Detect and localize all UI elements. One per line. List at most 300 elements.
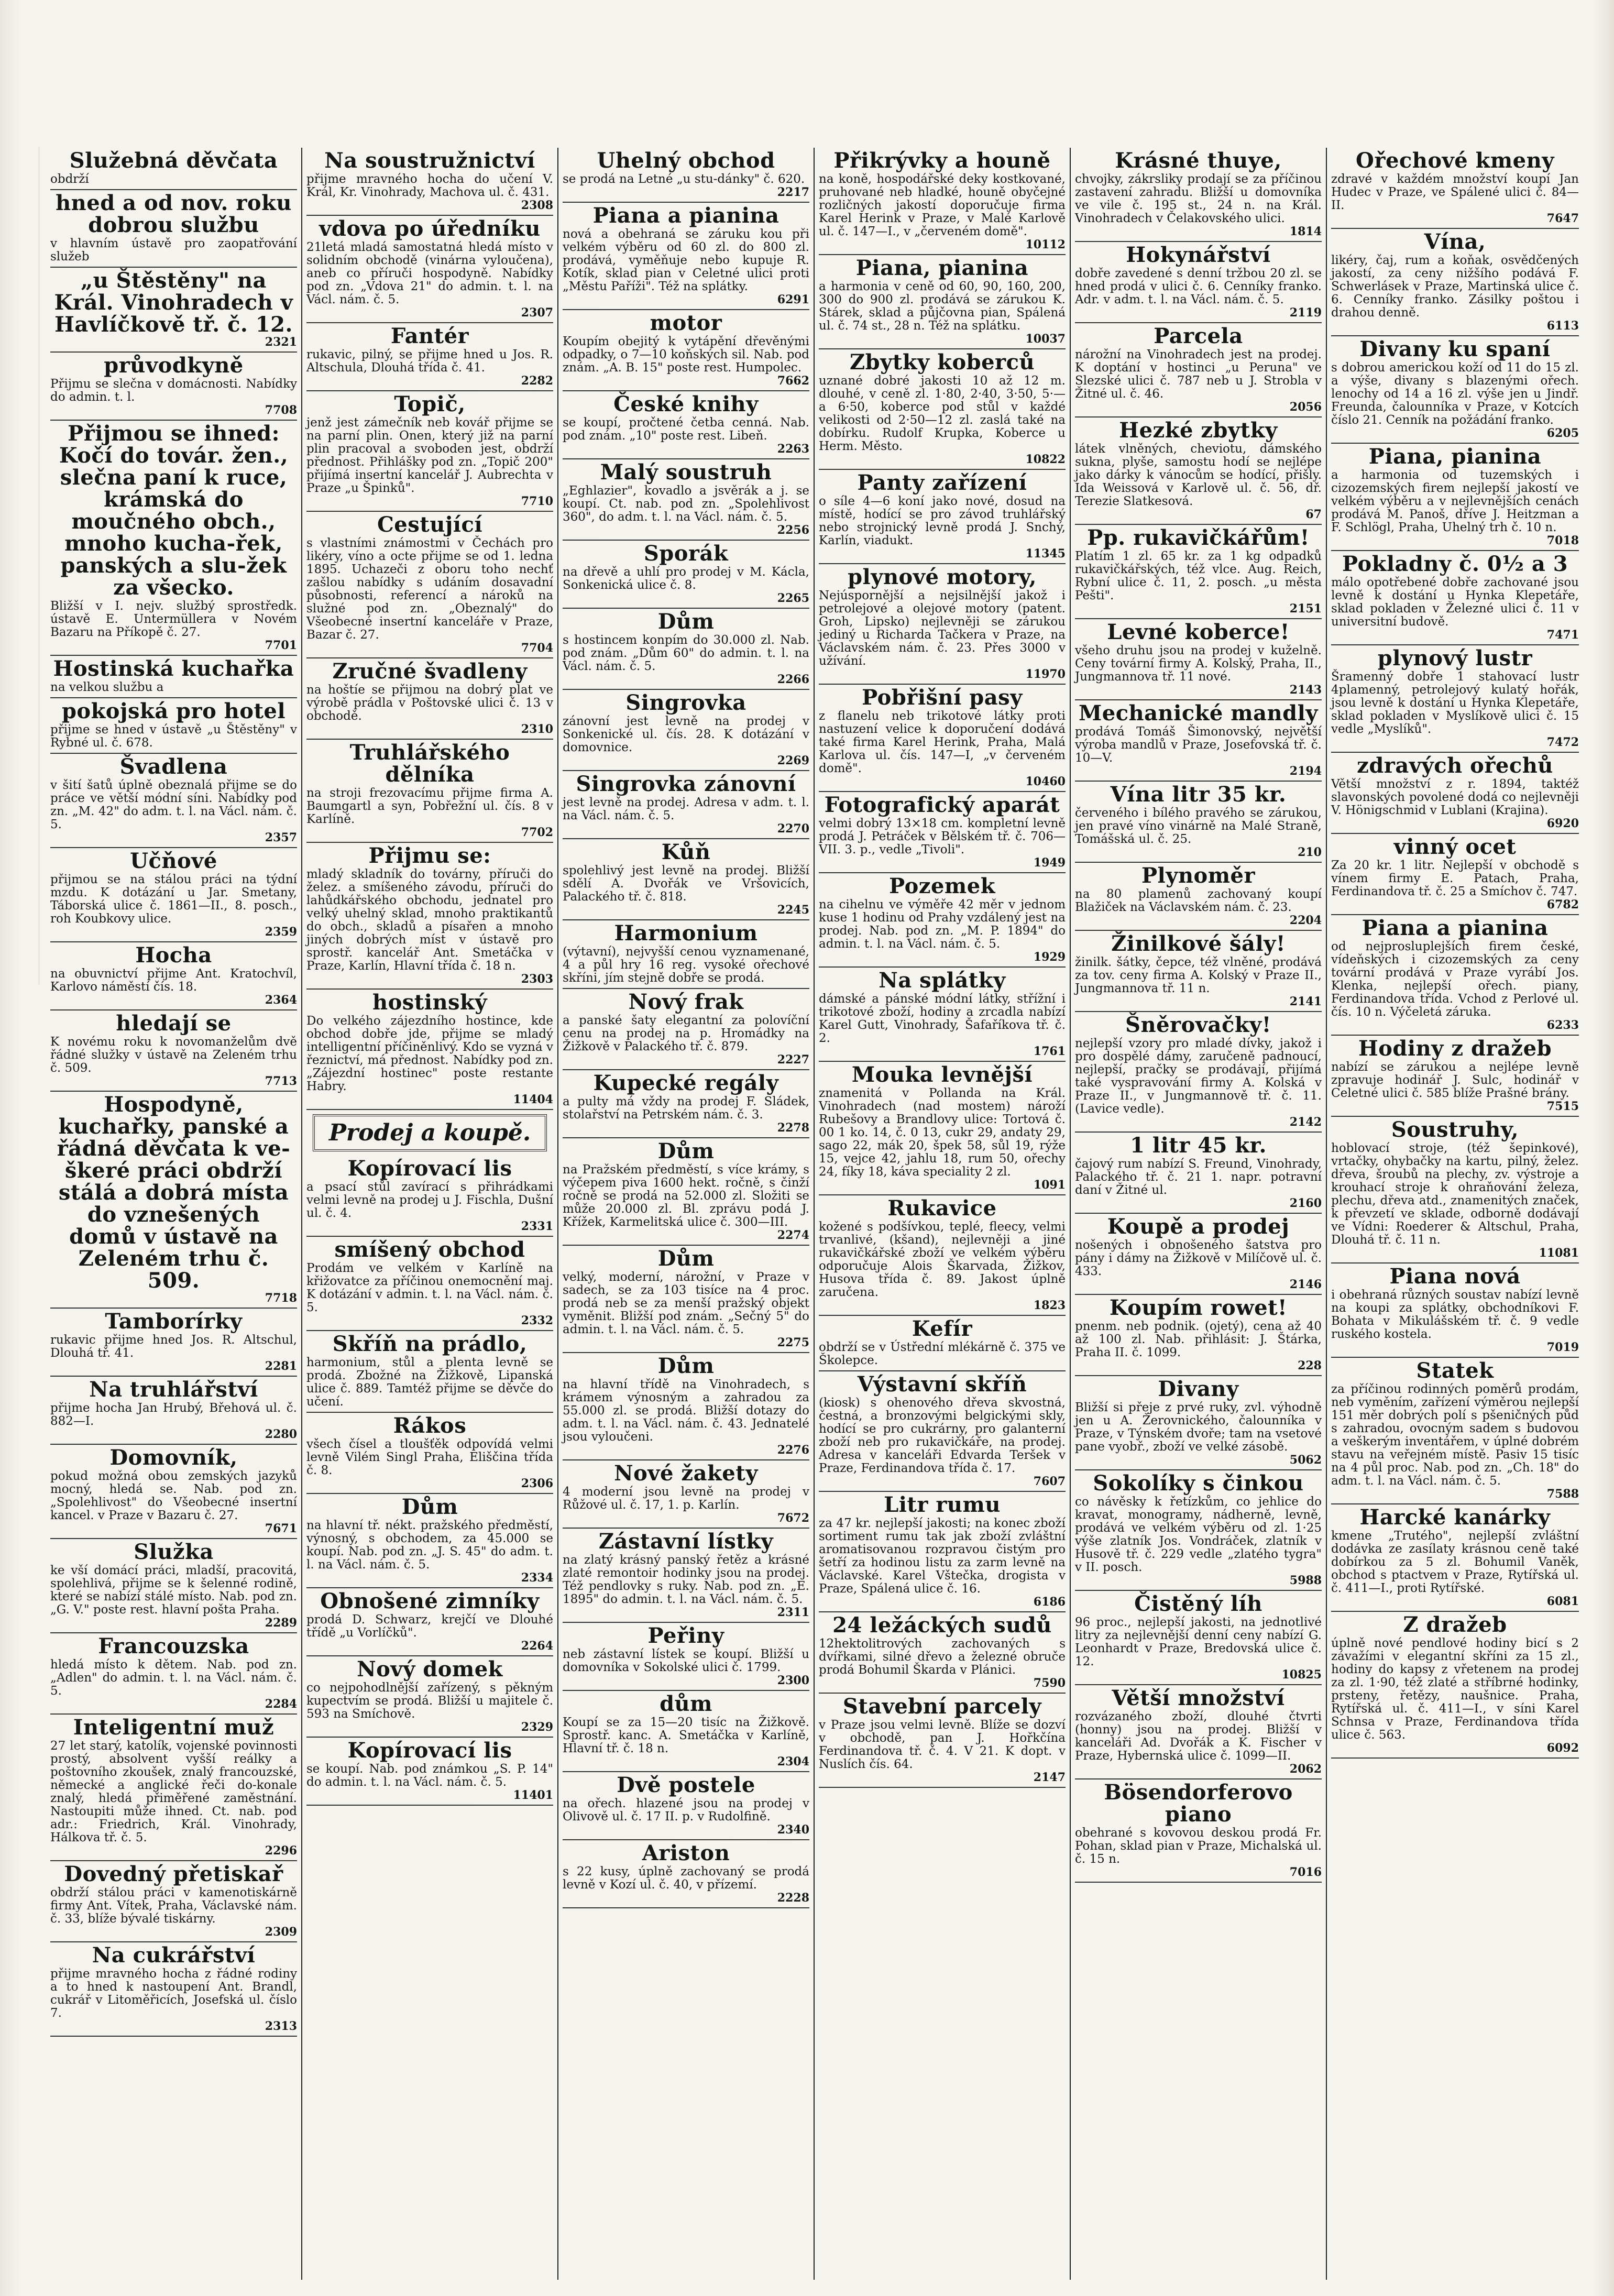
classified-ad	[306, 323, 553, 391]
ad-number: 7671	[265, 1522, 297, 1535]
ad-number: 2062	[1289, 1762, 1322, 1776]
ad-text: zdravé v každém množství koupí Jan Hudec v Praze, ve Spálené ulici č. 84—II.	[1331, 172, 1579, 212]
ad-heading: Obnošené zimníky	[320, 1589, 540, 1613]
ad-heading: Koupě a prodej	[1107, 1214, 1290, 1239]
ad-number: 10460	[1025, 775, 1066, 788]
ad-text: rozvázaného zboží, dlouhé čtvrti (honny) jsou na prodej. Bližší v kanceláři Ad. Dvořák a K. Fischer v Praze, Hybernská ulice č. 1099—II.	[1075, 1710, 1322, 1763]
ad-text: za 47 kr. nejlepší jakosti; na konec zboží sortiment rumu tak jak zboží zvláštní aromatisovanou rozpravou čistým pro šetří za hodinou listu za zarm levně na Václavské. Karel Vštečka, drogista v Praze, Spálená ulice č. 16.	[819, 1517, 1066, 1596]
classified-ad	[50, 190, 297, 268]
ad-text: Za 20 kr. 1 litr. Nejlepší v obchodě s vínem firmy E. Patach, Praha, Ferdinandova tř. č. 25 a Smíchov č. 747.	[1331, 859, 1579, 898]
ad-text: a harmonia od tuzemských i cizozemských firem nejlepší jakostí ve velkém výběru a v nejlevnějších cenách prodává M. Panoš, dříve J. Heitzman a F. Schlögl, Praha, Uhelný trh č. 10 n.	[1331, 468, 1579, 534]
ad-number: 2281	[265, 1359, 297, 1373]
ad-heading: Statek	[1416, 1358, 1494, 1383]
ad-number: 2056	[1289, 400, 1322, 414]
ad-heading: Pobřišní pasy	[862, 685, 1023, 710]
classified-ad	[1075, 418, 1322, 525]
classified-ad	[563, 1353, 809, 1460]
ad-heading: Francouzska	[98, 1634, 249, 1658]
classified-ad	[1075, 1685, 1322, 1779]
ad-heading: Hodiny z dražeb	[1358, 1036, 1552, 1061]
classified-ad	[1075, 148, 1322, 242]
ad-text: co nejpohodlnější zařízený, s pěkným kupectvím se prodá. Bližší u majitele č. 593 na Smíchově.	[306, 1681, 553, 1721]
ad-heading: Přijmu se:	[368, 843, 491, 868]
ad-heading: Piana, pianina	[1368, 444, 1542, 469]
classified-ad	[563, 459, 809, 541]
ad-number: 1091	[1033, 1178, 1066, 1192]
ad-text: všeho druhu jsou na prodej v kuželně. Ceny tovární firmy A. Kolský, Praha, II., Jungmannova tř. 11 nové.	[1075, 644, 1322, 684]
ad-heading: Harmonium	[614, 921, 758, 946]
ad-number: 6291	[777, 293, 809, 306]
classified-ad	[819, 255, 1066, 349]
ad-number: 1761	[1033, 1045, 1066, 1058]
ad-heading: Fantér	[390, 324, 469, 348]
classified-ad	[819, 968, 1066, 1062]
ad-text: Koupí se za 15—20 tisíc na Žižkově. Sprostř. kanc. A. Smetáčka v Karlíně, Hlavní tř. č. 18 n.	[563, 1716, 809, 1755]
ad-heading: zdravých ořechů	[1357, 753, 1553, 778]
ad-number: 2296	[265, 1844, 297, 1858]
classified-ad	[1331, 1036, 1579, 1117]
ad-number: 2313	[265, 2019, 297, 2033]
ad-number: 7702	[521, 826, 553, 839]
ad-heading: Kefír	[912, 1316, 973, 1341]
ad-heading: Mouka levnější	[851, 1062, 1033, 1087]
column-6	[1327, 148, 1583, 2280]
ad-text: na dřevě a uhlí pro prodej v M. Kácla, Sonkenická ulice č. 8.	[563, 565, 809, 592]
ad-heading: Učňové	[130, 849, 217, 873]
ad-heading: Divany ku spaní	[1359, 337, 1551, 361]
ad-text: obdrží	[50, 172, 89, 186]
ad-heading: Hokynářství	[1126, 243, 1271, 267]
ad-number: 2160	[1289, 1196, 1322, 1210]
ad-text: se prodá na Letné „u stu-dánky" č. 620.	[563, 172, 805, 186]
ad-number: 7708	[265, 403, 297, 417]
ad-heading: Harcké kanárky	[1359, 1505, 1551, 1530]
classified-ad	[1331, 1117, 1579, 1264]
ad-number: 2308	[521, 199, 553, 212]
ad-heading: Žinilkové šály!	[1111, 931, 1286, 956]
ad-number: 2300	[777, 1674, 809, 1687]
ad-text: kožené s podšívkou, teplé, fleecy, velmi trvanlivé, (kšand), nejlevněji a jiné rukavičkářské zboží ve velkém výběru odporučuje Alois Škarvada, Žižkov, Husova třída č. 89. Jakost úplně zaručena.	[819, 1220, 1066, 1299]
ad-text: Přijmu se slečna v domácnosti. Nabídky do admin. t. l.	[50, 377, 297, 404]
ad-number: 7704	[521, 641, 553, 655]
ad-text: (výtavní), nejvyšší cenou vyznamenané, 4 a půl hry 16 reg. vysoké ořechové skříni, jím stejně dobře se prodá.	[563, 945, 809, 985]
classified-ad	[1331, 551, 1579, 645]
ad-number: 1814	[1289, 225, 1322, 238]
ad-text: pokud možná obou zemských jazyků mocný, hledá se. Nab. pod zn. „Spolehlivost" do Všeobecné insertní kancel. v Praze v Bazaru č. 27.	[50, 1469, 297, 1522]
ad-number: 2142	[1289, 1115, 1322, 1129]
classified-ad	[50, 421, 297, 656]
ad-heading: Sokolíky s činkou	[1093, 1471, 1304, 1496]
ad-heading: Litr rumu	[884, 1492, 1001, 1517]
ad-text: na ořech. hlazené jsou na prodej v Olivově ul. č. 17 II. p. v Rudolfině.	[563, 1797, 809, 1823]
ad-heading: Piana nová	[1389, 1264, 1521, 1289]
ad-heading: Sporák	[643, 541, 729, 566]
ad-text: co návěsky k řetízkům, co jehlice do kravat, monogramy, nádherně, levně, prodává ve velkém výběru od zl. 1·25 výše zlatník Jos. Vondráček, zlatník v Husově tř. č. 229 vedle „zlatého tygra" v II. posch.	[1075, 1495, 1322, 1574]
ad-text: rukavic přijme hned Jos. R. Altschul, Dlouhá tř. 41.	[50, 1333, 297, 1360]
classified-ad	[1075, 1376, 1322, 1470]
ad-text: Do velkého zájezdního hostince, kde obchod dobře jde, přijme se mladý intelligentní příčiněnlivý. Kdo se vyzná v řeznictví, má přednost. Nabídky pod zn. „Zájezdní hostinec" poste restante Habry.	[306, 1014, 553, 1093]
classified-ad	[1331, 444, 1579, 551]
ad-heading: Skříň na prádlo,	[332, 1332, 528, 1356]
ad-heading: Vína litr 35 kr.	[1110, 782, 1287, 807]
ad-heading: Piana, pianina	[855, 256, 1029, 280]
left-margin	[2, 147, 39, 985]
ad-heading: Uhelný obchod	[597, 148, 775, 173]
ad-heading: Stavební parcely	[842, 1694, 1042, 1719]
classified-ad	[563, 1070, 809, 1138]
ad-text: chvojky, zákrsliky prodají se za příčinou zastavení zahradu. Bližší u domovníka ve vile č. 195 st., 24 n. na Král. Vinohradech v Čelakovského ulici.	[1075, 172, 1322, 225]
ad-text: nejlepší vzory pro mladé dívky, jakož i pro dospělé dámy, zaručeně padnoucí, nejlepší, pračky se prodávají, přijímá také vyspravování firmy A. Kolská v Praze II., v Jungmannově tř. č. 11. (Lavice vedle).	[1075, 1037, 1322, 1116]
ad-text: Bližší si přeje z prvé ruky, zvl. výhodně jen u A. Žerovnického, čalounníka v Praze, v Týnském dvoře; tam na vsetové pane vyobř., zboží ve velké zásobě.	[1075, 1401, 1322, 1454]
ad-heading: Dům	[657, 1246, 715, 1271]
classified-ad	[1075, 619, 1322, 700]
classified-ad	[1331, 1358, 1579, 1504]
ad-text: prodá D. Schwarz, krejčí ve Dlouhé třídě „u Vorlíčků".	[306, 1613, 553, 1640]
classified-ad	[306, 1237, 553, 1331]
classified-ad	[306, 740, 553, 843]
ad-number: 2217	[777, 185, 809, 199]
ad-number: 2289	[265, 1616, 297, 1630]
classified-ad	[306, 843, 553, 990]
ad-number: 7607	[1033, 1475, 1066, 1488]
ad-number: 5988	[1289, 1574, 1322, 1587]
ad-text: přijmou se na stálou práci na týdní mzdu. K dotázání u Jar. Smetany, Táborská ulice č. 1861—II., 8. posch., roh Koubkovy ulice.	[50, 873, 297, 926]
ad-number: 2321	[265, 335, 297, 349]
ad-text: K novému roku k novomanželům dvě řádné služky v ústavě na Zeleném trhu č. 509.	[50, 1035, 297, 1075]
column-5	[1071, 148, 1327, 2280]
ad-heading: Hezké zbytky	[1119, 418, 1278, 443]
classified-ad	[50, 656, 297, 698]
ad-heading: dům	[660, 1691, 712, 1716]
ad-heading: Bösendorferovo piano	[1104, 1780, 1293, 1827]
ad-heading: hledají se	[116, 1011, 232, 1036]
classified-ad	[1331, 753, 1579, 834]
ad-heading: Ariston	[642, 1841, 730, 1865]
classified-ad	[1331, 148, 1579, 229]
classified-ad	[50, 148, 297, 190]
classified-ad	[50, 848, 297, 942]
ad-text: zánovní jest levně na prodej v Sonkenické ul. čís. 28. K dotázání v domovnice.	[563, 715, 809, 754]
classified-ad	[563, 1623, 809, 1691]
classified-ad	[1331, 1264, 1579, 1358]
classified-ad	[819, 873, 1066, 968]
classified-ad	[563, 1840, 809, 1908]
ad-heading: Přikrývky a houně	[833, 148, 1051, 173]
ad-number: 2147	[1033, 1771, 1066, 1784]
classified-ad	[1331, 1612, 1579, 1759]
ad-heading: Ořechové kmeny	[1356, 148, 1554, 173]
ad-heading: Krásné thuye,	[1115, 148, 1282, 173]
ad-number: 7016	[1289, 1865, 1322, 1879]
ad-number: 2263	[777, 442, 809, 456]
ad-heading: Dům	[401, 1495, 458, 1519]
ad-text: na zlatý krásný panský řetěz a krásné zlaté remontoir hodinky jsou na prodej. Též pendlovky s ruky. Nab. pod zn. „E. 1895" do admin. t. l. na Václ. nám. č. 5.	[563, 1553, 809, 1606]
ad-heading: plynové motory,	[848, 565, 1037, 589]
ad-heading: Na soustružnictví	[324, 148, 535, 173]
ad-text: Prodám ve velkém v Karlíně na křižovatce za příčinou onemocnění maj. K dotázání v admin. t. l. na Václ. nám. č. 5.	[306, 1261, 553, 1314]
ad-heading: Dovedný přetiskař	[64, 1862, 283, 1886]
classified-ad	[563, 1460, 809, 1529]
ad-number: 210	[1298, 845, 1322, 859]
ad-text: Větší množství z r. 1894, taktéž slavonských povolené dodá co nejlevněji V. Hönigschmid v Lublani (Krajina).	[1331, 777, 1579, 817]
ad-heading: Rákos	[393, 1413, 467, 1438]
classified-ad	[306, 990, 553, 1110]
ad-text: (kiosk) s ohenového dřeva skvostná, čestná, a bronzovými belgickými skly, hodící se pro cukrárny, pro galanterní zboží neb pro rukavičkáře, na prodej. Adresa v kanceláři Edvarda Teršek v Praze, Ferdinandova třída č. 17.	[819, 1396, 1066, 1475]
classified-ad	[50, 754, 297, 848]
ad-number: 2359	[265, 925, 297, 939]
classified-ad	[306, 512, 553, 658]
classified-ad	[1075, 525, 1322, 619]
classified-ad	[1331, 915, 1579, 1036]
ad-heading: Služebná děvčata	[69, 148, 278, 173]
ad-text: Koupím obejitý k vytápění dřevěnými odpadky, o 7—10 koňských sil. Nab. pod znám. „A. B. 15" poste rest. Humpolec.	[563, 335, 809, 375]
ad-heading: Topič,	[394, 392, 466, 416]
classified-ad	[819, 564, 1066, 685]
ad-number: 7718	[265, 1291, 297, 1305]
ad-text: úplně nové pendlové hodiny bicí s 2 závažími v elegantní skříni za 15 zl., hodiny do kapsy z vřetenem na prodej za zl. 1·90, též zlaté a stříbrné hodinky, prsteny, řetězy, naušnice. Praha, Rytířská ul. č. 411—I., v síni Karel Schnsa v Praze, Ferdinandova třída ulice č. 563.	[1331, 1636, 1579, 1742]
ad-number: 7588	[1546, 1487, 1579, 1501]
ad-text: jest levně na prodej. Adresa v adm. t. l. na Václ. nám. č. 5.	[563, 796, 809, 822]
classified-ad	[563, 1246, 809, 1353]
ad-heading: Pozemek	[889, 874, 995, 898]
classified-ad	[306, 1331, 553, 1413]
ad-heading: Hospodyně, kuchařky, panské a řádná děvčata k ve-škeré práci obdrží stálá a dobrá místa do vznešených domů v ústavě na Zeleném trhu č. 509.	[57, 1092, 291, 1293]
ad-number: 2146	[1289, 1278, 1322, 1291]
classified-ad	[563, 1138, 809, 1246]
ad-heading: Nový frak	[628, 990, 744, 1014]
classified-ad	[50, 353, 297, 421]
classified-ad	[1331, 336, 1579, 444]
ad-heading: Divany	[1158, 1377, 1239, 1401]
ad-text: přijme mravného hocha do učení V. Král, Kr. Vinohrady, Machova ul. č. 431.	[306, 172, 553, 199]
ad-heading: Kůň	[661, 840, 711, 864]
ad-heading: Nové žakety	[614, 1461, 758, 1486]
classified-ad	[50, 1445, 297, 1539]
ad-text: na hlavní tř. nékt. pražského předměstí, výnosný, s obchodem, za 45.000 se koupí. Nab. pod zn. „J. S. 45" do adm. t. l. na Václ. nám. č. 5.	[306, 1519, 553, 1572]
ad-text: hoblovací stroje, (též šepinkové), vrtačky, ohybačky na kartu, pilný, želez. dřeva, šroubů na plechy, zv. výstroje a krouhací stroje k ohraňování železa, plechu, dřeva atd., znamenitých značek, k převzetí ve sklade, odborně dodávají ve Vídni: Roederer & Altschul, Praha, Dlouhá tř. č. 11 n.	[1331, 1141, 1579, 1247]
ad-text: Nejúspornější a nejsilnější jakož i petrolejové a olejové motory (patent. Groh, Lipsko) nejlevněji se zárukou jediný u Richarda Tačkera v Praze, na Václavském nám. č. 23. Přes 3000 v užívání.	[819, 589, 1066, 668]
ad-heading: Fotografický aparát	[824, 793, 1060, 817]
ad-number: 7590	[1033, 1676, 1066, 1690]
ad-number: 2256	[777, 523, 809, 537]
ad-number: 1949	[1033, 856, 1066, 870]
ad-heading: 24 ležáckých sudů	[832, 1613, 1052, 1638]
ad-number: 10037	[1025, 332, 1066, 346]
ad-number: 2228	[777, 1891, 809, 1905]
ad-text: nová a obehraná se záruku kou při velkém výběru od 60 zl. do 800 zl. prodává, vyměňuje nebo kupuje R. Kotík, sklad pian v Celetné ulici proti „Městu Paříži". Též na splátky.	[563, 227, 809, 293]
ad-number: 2278	[777, 1121, 809, 1135]
classified-ad	[50, 942, 297, 1010]
ad-number: 2143	[1289, 683, 1322, 697]
ad-number: 1929	[1033, 950, 1066, 964]
classified-ad	[1331, 229, 1579, 336]
ad-text: i obehraná různých soustav nabízí levně na koupi za splátky, obchodníkovi F. Bohata v Mikulášském tř. č. 9 vedle ruského kostela.	[1331, 1288, 1579, 1341]
classified-ad	[819, 685, 1066, 792]
ad-heading: smíšený obchod	[334, 1237, 525, 1262]
ad-text: v hlavním ústavě pro zaopatřování služeb	[50, 237, 297, 263]
ad-number: 2151	[1289, 602, 1322, 616]
ad-number: 7019	[1546, 1341, 1579, 1354]
ad-number: 2141	[1289, 995, 1322, 1008]
ad-number: 7710	[521, 495, 553, 508]
ad-heading: hostinský	[372, 990, 487, 1015]
ad-heading: Tamborírky	[105, 1309, 243, 1334]
classified-ad	[306, 1738, 553, 1806]
ad-number: 5062	[1289, 1453, 1322, 1467]
ad-text: látek vlněných, cheviotu, dámského sukna, plyše, samostu hodí se nejlépe jako dárky k vánocům se hodící, přišly. Ida Weissová v Karlově ul. č. 56, dř. Terezie Slatkesová.	[1075, 442, 1322, 508]
ad-heading: Šněrovačky!	[1125, 1013, 1271, 1037]
ad-heading: Přijmou se ihned: Kočí do továr. žen., slečna paní k ruce, krámská do moučného obch., mnoho kucha-řek, panských a slu-žek za všecko.	[59, 421, 289, 600]
ad-text: se koupí, pročtené četba cenná. Nab. pod znám. „10" poste rest. Libeň.	[563, 416, 809, 443]
ad-heading: Dům	[657, 609, 715, 634]
classified-ad	[563, 1772, 809, 1840]
ad-number: 6205	[1546, 426, 1579, 440]
ad-text: mladý skladník do továrny, příruči do želez. a smíšeného závodu, příruči do lahůdkářského obchodu, jednatel pro velký uhelný sklad, mnoho praktikantů do obch., skladů a písařen a mnoho jiných dobrých míst v ústavě pro sprostř. kancelář Ant. Smetáčka v Praze, Karlín, Hlavní třída č. 18 n.	[306, 867, 553, 973]
ad-heading: Větší množství	[1112, 1686, 1285, 1710]
ad-text: nárožní na Vinohradech jest na prodej. K doptání v hostinci „u Peruna" ve Slezské ulici č. 787 neb u J. Strobla v Žitné ul. č. 46.	[1075, 348, 1322, 401]
ad-text: velký, moderní, nárožní, v Praze v sadech, se za 103 tisíce na 4 proc. prodá neb se za menší pražský objekt vyměnit. Bližší pod znám. „Sečný 5" do admin. t. l. na Václ. nám. č. 5.	[563, 1270, 809, 1336]
classified-ad	[819, 349, 1066, 470]
column-3	[558, 148, 815, 2280]
ad-heading: Z dražeb	[1403, 1612, 1507, 1637]
classified-ad	[563, 690, 809, 771]
ad-text: 27 let starý, katolík, vojenské povinnosti prostý, absolvent vyšší reálky a poštovního zkoušek, znalý francouzské, německé a anglické řeči do-konale znalý, hledá přiměřené zaměstnání. Nastoupiti může ihned. Ct. nab. pod adr.: Friedrich, Král. Vinohrady, Hálkova tř. č. 5.	[50, 1739, 297, 1844]
ad-text: od nejprosluplejších firem české, vídeňských i cizozemských za ceny tovární prodává v Praze vyrábí Jos. Klenka, nejlepší ořech. piany, Ferdinandova třída. Vchod z Perlové ul. čís. 10 n. Výčeletá záruka.	[1331, 940, 1579, 1019]
ad-heading: Koupím rowet!	[1109, 1295, 1288, 1320]
ad-number: 2284	[265, 1697, 297, 1711]
classified-ad	[819, 792, 1066, 873]
classified-ad	[563, 1691, 809, 1772]
ad-heading: Panty zařízení	[857, 470, 1027, 495]
ad-text: neb zástavní lístek se koupí. Bližší u domovníka v Sokolské ulici č. 1799.	[563, 1647, 809, 1674]
ad-number: 2119	[1289, 306, 1322, 320]
classified-ad	[819, 1195, 1066, 1316]
ad-number: 7472	[1546, 735, 1579, 749]
ad-text: a psací stůl zavírací s přihrádkami velmi levně na prodej u J. Fischla, Dušní ul. č. 4.	[306, 1180, 553, 1220]
ad-heading: Cestující	[377, 512, 483, 537]
ad-heading: vinný ocet	[1393, 834, 1517, 859]
ad-number: 2304	[777, 1755, 809, 1768]
ad-number: 2340	[777, 1823, 809, 1837]
ad-text: Platím 1 zl. 65 kr. za 1 kg odpadků rukavičkářských, též vlce. Aug. Reich, Rybní ulice č. 11, 2. posch. „u města Pešti".	[1075, 550, 1322, 602]
ad-number: 2331	[521, 1220, 553, 1233]
ad-text: 21letá mladá samostatná hledá místo v solidním obchodě (vinárna vyloučena), aneb co příruči hospodyně. Nabídky pod zn. „Vdova 21" do admin. t. l. na Václ. nám. č. 5.	[306, 240, 553, 306]
classified-ad	[50, 268, 297, 353]
ad-text: a harmonia v ceně od 60, 90, 160, 200, 300 do 900 zl. prodává se zárukou K. Stárek, sklad a půjčovna pian, Spálená ul. č. 74 st., 28 n. Též na splátku.	[819, 280, 1066, 333]
classified-ad	[563, 920, 809, 989]
ad-heading: Kupecké regály	[593, 1071, 779, 1095]
ad-text: prodává Tomáš Šimonovský, největší výroba mandlů v Praze, Josefovská tř. č. 10—V.	[1075, 725, 1322, 765]
classified-ad	[1331, 1504, 1579, 1612]
ad-text: znamenitá v Pollanda na Král. Vinohradech (nad mostem) nároží Rubešovy a Brandlovy ulice: Tortová č. 00 1 ko. 14, č. 0 13, cukr 29, andaty 29, sago 22, mák 20, špek 58, sůl 19, rýže 15, vejce 42, jahlu 18, rum 50, ořechy 24, fíky 18, káva speciality 2 zl.	[819, 1086, 1066, 1179]
ad-text: o síle 4—6 koní jako nové, dosud na místě, hodící se pro závod truhlářský nebo strojnický levně prodá J. Snchý, Karlín, viadukt.	[819, 495, 1066, 547]
ad-number: 228	[1298, 1359, 1322, 1372]
ad-heading: Dům	[657, 1354, 715, 1378]
ad-text: jenž jest zámečník neb kovář přijme se na parní plin. Onen, který již na parní plin pracoval a svoboden jest, obdrží přednost. Přihlášky pod zn. „Topič 200" přijímá insertní kancelář J. Aubrechta v Praze „u Špinků".	[306, 416, 553, 495]
classified-ad	[1075, 700, 1322, 782]
ad-number: 7018	[1546, 534, 1579, 547]
classified-ad	[306, 1588, 553, 1656]
ad-heading: Malý soustruh	[600, 460, 772, 485]
classified-ad	[50, 1309, 297, 1377]
ad-heading: Pokladny č. 0½ a 3	[1342, 552, 1568, 576]
classified-ad	[563, 771, 809, 839]
classified-ad	[50, 1942, 297, 2037]
ad-text: hledá místo k dětem. Nab. pod zn. „Adlen" do admin. t. l. na Václ. nám. č. 5.	[50, 1658, 297, 1698]
ad-heading: Dvě postele	[617, 1773, 755, 1797]
ad-text: na velkou službu a	[50, 680, 164, 694]
ad-number: 2269	[777, 754, 809, 767]
ad-number: 67	[1305, 508, 1322, 521]
ad-number: 2264	[521, 1639, 553, 1653]
ad-heading: plynový lustr	[1377, 646, 1533, 671]
classified-ad	[306, 1494, 553, 1588]
classified-ad	[1075, 782, 1322, 863]
classified-ad	[819, 1316, 1066, 1371]
ad-number: 7713	[265, 1074, 297, 1088]
ad-text: obehrané s kovovou deskou prodá Fr. Pohan, sklad pian v Praze, Michalská ul. č. 15 n.	[1075, 1826, 1322, 1866]
ad-heading: České knihy	[613, 392, 759, 416]
ad-number: 2274	[777, 1228, 809, 1242]
ad-text: na hlavní třídě na Vinohradech, s krámem výnosným a zahradou za 55.000 zl. se prodá. Bližší dotazy do adm. t. l. na Václ. nám. č. 43. Jednatelé jsou vyloučeni.	[563, 1378, 809, 1444]
ad-text: likéry, čaj, rum a koňak, osvědčených jakostí, za ceny nižšího podává F. Schwerlásek v Praze, Martinská ulice č. 6. Cenníky franko. Zásilky poštou i drahou denně.	[1331, 254, 1579, 320]
ad-heading: Vína,	[1424, 229, 1486, 254]
ad-heading: Inteligentní muž	[73, 1715, 275, 1740]
ad-number: 2275	[777, 1336, 809, 1349]
ad-text: na obuvnictví přijme Ant. Kratochvíl, Karlovo náměstí čís. 18.	[50, 967, 297, 994]
ad-heading: Čistěný líh	[1134, 1591, 1262, 1616]
ad-number: 11401	[513, 1788, 553, 1802]
ad-heading: motor	[650, 311, 722, 335]
ad-number: 2306	[521, 1477, 553, 1490]
ad-heading: Mechanické mandly	[1078, 701, 1319, 726]
classified-ad	[563, 391, 809, 459]
ad-heading: 1 litr 45 kr.	[1130, 1133, 1267, 1158]
ad-heading: „u Štěstěny" na Král. Vinohradech v Havlíčkově tř. č. 12.	[54, 268, 293, 337]
classified-ad	[1075, 242, 1322, 323]
ad-text: 12hektolitrových zachovaných s dvířkami, silné dřevo a železné obruče prodá Bohumil Škarda v Plánici.	[819, 1637, 1066, 1677]
classified-ad	[1075, 1591, 1322, 1685]
classified-ad	[50, 698, 297, 754]
ad-heading: Hostinská kuchařka	[53, 656, 294, 681]
ad-number: 7647	[1546, 212, 1579, 225]
ad-text: nošených i obnošeného šatstva pro pány i dámy na Žižkově v Milíčově ul. č. 433.	[1075, 1238, 1322, 1278]
classified-ad	[306, 1156, 553, 1237]
ad-text: v Praze jsou velmi levně. Blíže se dozví v obchodě, pan J. Hořkčína Ferdinandova tř. č. 4. V 21. K dopt. v Nuslích čís. 64.	[819, 1718, 1066, 1771]
ad-text: dobře zavedené s denní tržbou 20 zl. se hned prodá v ulici č. 6. Cenníky franko. Adr. v adm. t. l. na Václ. nám. č. 5.	[1075, 267, 1322, 306]
ad-text: se koupí. Nab. pod známkou „S. P. 14" do admin. t. l. na Václ. nám. č. 5.	[306, 1762, 553, 1789]
ad-heading: Výstavní skříň	[857, 1372, 1027, 1397]
ad-heading: Singrovka zánovní	[576, 772, 796, 796]
ad-text: harmonium, stůl a plenta levně se prodá. Zbožné na Žižkově, Lipanská ulice č. 889. Tamtéž přijme se děvče do učení.	[306, 1356, 553, 1409]
classified-ad	[819, 1371, 1066, 1492]
classified-ad	[306, 1413, 553, 1494]
ad-text: červeného i bílého pravého se zárukou, jen pravé víno vinárně na Malé Straně, Tomášská ul. č. 25.	[1075, 806, 1322, 846]
ad-heading: Parcela	[1154, 324, 1243, 348]
ad-heading: Hocha	[135, 943, 212, 968]
classified-ad	[819, 148, 1066, 255]
section-title: Prodej a koupě.	[313, 1114, 547, 1151]
ad-number: 10822	[1025, 453, 1066, 466]
ad-text: „Eghlazier", kovadlo a jsvěrák a j. se koupí. Ct. nab. pod zn. „Spolehlivost 360", do adm. t. l. na Václ. nám. č. 5.	[563, 484, 809, 524]
ad-number: 7701	[265, 639, 297, 652]
ad-number: 2310	[521, 722, 553, 736]
ad-number: 2194	[1289, 764, 1322, 778]
classified-ad	[1075, 1133, 1322, 1214]
ad-text: přijme hocha Jan Hrubý, Břehová ul. č. 882—I.	[50, 1401, 297, 1428]
ad-text: čajový rum nabízí S. Freund, Vinohrady, Palackého tř. č. 21 1. napr. potravní daní v Žitné ul.	[1075, 1157, 1322, 1197]
ad-text: uznané dobré jakosti 10 až 12 m. dlouhé, v ceně zl. 1·80, 2·40, 3·50, 5·— a 6·50, koberce pod stůl v každé velikosti od 2·50—12 zl. zaslá také na dobírku. Rudolf Krupka, Koberce u Herm. Město.	[819, 374, 1066, 453]
